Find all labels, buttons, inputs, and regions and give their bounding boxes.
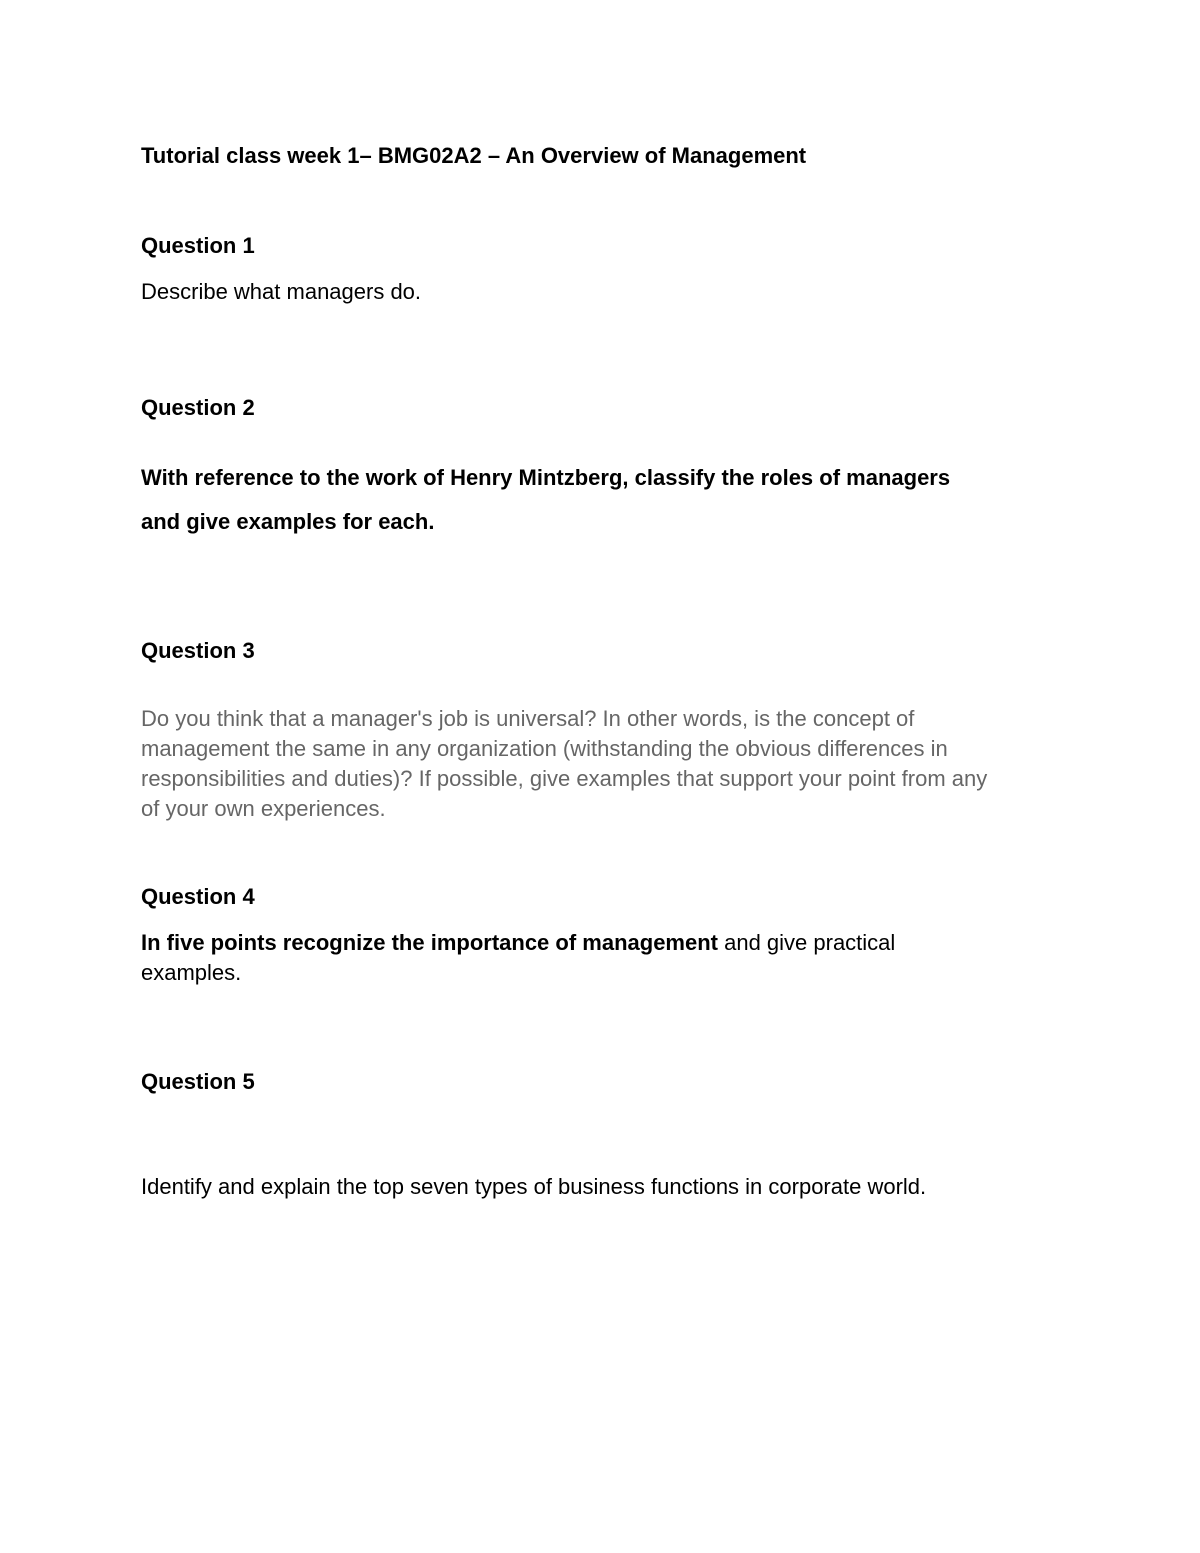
question-5-heading: Question 5 <box>141 1069 255 1094</box>
question-3-heading: Question 3 <box>141 638 255 663</box>
question-1-text: Describe what managers do. <box>141 279 422 304</box>
question-4-heading: Question 4 <box>141 884 255 909</box>
question-3-text-line: management the same in any organization (withstanding the obvious differences in <box>141 736 948 761</box>
question-4-bold-phrase: In five points recognize the importance of management <box>141 930 718 955</box>
question-3-text-line: Do you think that a manager's job is universal? In other words, is the concept of <box>141 706 915 731</box>
question-5-text: Identify and explain the top seven types of business functions in corporate world. <box>141 1174 927 1199</box>
question-2-text-line: and give examples for each. <box>141 509 435 534</box>
question-1-heading: Question 1 <box>141 233 255 258</box>
question-4-text-line: examples. <box>141 960 242 985</box>
question-2-text-line: With reference to the work of Henry Mintzberg, classify the roles of managers <box>141 465 951 490</box>
document-title: Tutorial class week 1– BMG02A2 – An Overview of Management <box>141 143 807 168</box>
question-4-text-line <box>141 928 895 958</box>
question-3-text-line: responsibilities and duties)? If possible, give examples that support your point from any <box>141 766 988 791</box>
question-4-regular-phrase: and give practical <box>717 930 896 955</box>
question-2-heading: Question 2 <box>141 395 255 420</box>
question-3-text-line: of your own experiences. <box>141 796 386 821</box>
